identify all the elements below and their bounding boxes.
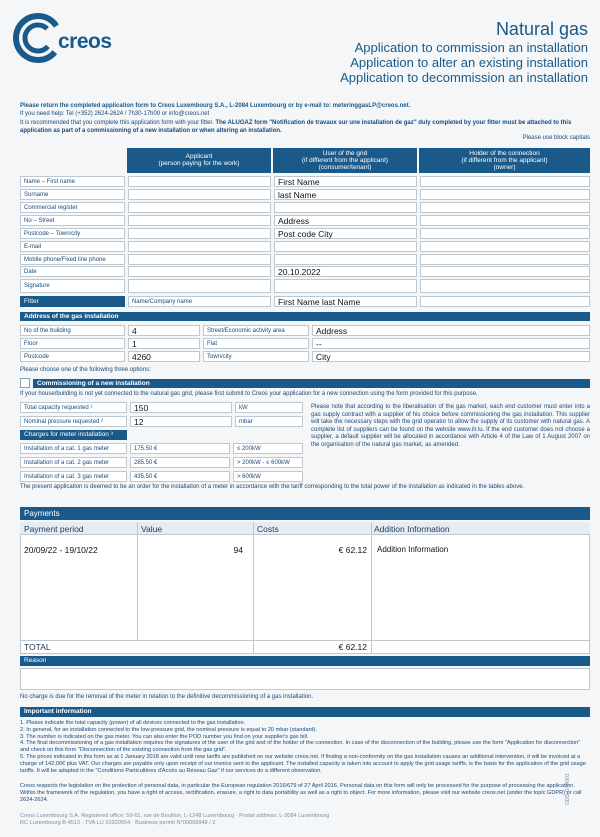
holder-field[interactable] (420, 279, 590, 293)
town-field[interactable]: City (312, 351, 590, 362)
user-field[interactable]: First Name (274, 176, 417, 187)
deemed-note: The present application is deemed to be an order for the installation of a meter in accordance with the tariff corresponding to the total power of the installation as indicated in the tables above. (20, 484, 525, 490)
recommend-bold: The ALUGAZ form "Notification de travaux sur une installation de gaz" duly completed by your fitter must be attached to this application as part of a commissioning of a new installation or when altering an installation. (20, 120, 572, 134)
floor-label: Floor (20, 338, 125, 349)
street-field[interactable]: Address (312, 325, 590, 336)
footer-line-1: Creos Luxembourg S.A. Registered office: 59-61, rue de Bouillon, L-1248 Luxembourg · Postal address: L-2084 Luxembourg (20, 813, 330, 819)
holder-field[interactable] (420, 254, 590, 265)
col-divider (137, 522, 138, 640)
flat-field[interactable]: -- (312, 338, 590, 349)
pressure-label: Nominal pressure requested ² (20, 416, 127, 427)
commissioning-checkbox[interactable] (20, 378, 30, 388)
building-label: No of the building (20, 325, 125, 336)
doc-code: GDD-GTR001 (565, 773, 571, 805)
title-line-2: Application to alter an existing installation (350, 55, 588, 70)
important-item: 1. Please indicate the total capacity (power) of all devices connected to the gas installation. (20, 720, 246, 726)
holder-field[interactable] (420, 202, 590, 213)
payments-header-row (20, 522, 590, 535)
charge-range: > 600kW (233, 471, 303, 482)
total-label: TOTAL (24, 642, 51, 652)
payment-info: Addition Information (377, 545, 449, 554)
holder-field[interactable] (420, 176, 590, 187)
form-title (340, 18, 588, 85)
user-field[interactable]: Post code City (274, 228, 417, 239)
total-value: € 62.12 (338, 642, 367, 652)
charge-price: 175.50 € (130, 443, 230, 454)
party-row-label: Postcode – Town/city (20, 228, 125, 239)
applicant-field[interactable] (128, 215, 271, 226)
fitter-label: Fitter (20, 296, 125, 307)
supplier-note: Please note that according to the liberalisation of the gas market, each end customer must enter into a gas supply contract with a supplier of his choice before commissioning the gas installation. This supplier will take the necessary steps with the grid operator to allow the supply of its customer with natural gas. A complete list of suppliers can be found on the website www.ilr.lu. If the end customer does not choose a supplier, a default supplier will be allocated in accordance with Article 4 of the Law of 1 August 2007 on the organisation of the natural gas market, as amended. (311, 404, 590, 448)
fitter-name-label: Name/Company name (128, 296, 271, 307)
charge-label: Installation of a cat. 2 gas meter (20, 457, 127, 468)
choose-option: Please choose one of the following three options: (20, 367, 151, 373)
costs-header: Costs (257, 524, 279, 534)
commissioning-title: Commissioning of a new installation (33, 379, 590, 388)
payment-value: 94 (233, 545, 243, 555)
applicant-field[interactable] (128, 202, 271, 213)
header-applicant (127, 148, 271, 173)
charge-range: > 200kW - ≤ 600kW (233, 457, 303, 468)
gas-address-title: Address of the gas installation (20, 312, 590, 321)
flat-label: Flat (203, 338, 309, 349)
footer (20, 813, 540, 827)
payment-period-value: 20/09/22 - 19/10/22 (24, 545, 98, 555)
important-item: 4. The final decommissioning of a gas installation requires the signatures of the user of the grid and of the holder of the connection. In case of the disconnection of the building, please use the form "Application for disconnection" and check on this form "Disconnection of the existing connection from the gas grid". (20, 740, 581, 754)
holder-field[interactable] (420, 228, 590, 239)
fitter-name-field[interactable]: First Name last Name (274, 296, 417, 307)
capacity-label: Total capacity requested ¹ (20, 402, 127, 413)
user-field[interactable]: 20.10.2022 (274, 266, 417, 277)
reason-label: Reason (20, 656, 590, 666)
col-divider (371, 522, 372, 654)
applicant-field[interactable] (128, 228, 271, 239)
pressure-field[interactable]: 12 (130, 416, 232, 427)
applicant-field[interactable] (128, 176, 271, 187)
col-divider (253, 522, 254, 654)
payments-title: Payments (20, 507, 590, 520)
footer-line-2: RC Luxembourg B 4513 · TVA LU 10320554 · Business permit N°00009948 / 2 (20, 819, 216, 826)
applicant-field[interactable] (128, 266, 271, 277)
party-row-label: No – Street (20, 215, 125, 226)
town-label: Town/city (203, 351, 309, 362)
title-main: Natural gas (495, 19, 588, 39)
applicant-sub: (person paying for the work) (158, 160, 240, 167)
payment-cost: € 62.12 (338, 545, 367, 555)
reason-field[interactable] (20, 668, 590, 690)
no-charge-note: No charge is due for the removal of the meter in relation to the definitive decommissioning of a gas installation. (20, 694, 314, 700)
value-header: Value (141, 524, 163, 534)
applicant-field[interactable] (128, 279, 271, 293)
user-sub2: (consumer/tenant) (318, 164, 372, 171)
street-label: Street/Economic activity area (203, 325, 309, 336)
applicant-label: Applicant (185, 153, 213, 160)
applicant-field[interactable] (128, 241, 271, 252)
user-field[interactable] (274, 202, 417, 213)
user-field[interactable] (274, 279, 417, 293)
holder-field[interactable] (420, 241, 590, 252)
capacity-field[interactable]: 150 (130, 402, 232, 413)
privacy-note: Creos respects the legislation on the protection of personal data, in particular the European regulation 2016/679 of 27 April 2016. Personal data on this form will only be processed for the purpose of processing the application. Within the framework of the regulation, you have a right of access, rectification, erasure, a right to data portability as well as a right to object. For more information, please visit our website creos.net (under the topic GDPR) or call 2624-2624. (20, 783, 582, 803)
charge-label: Installation of a cat. 3 gas meter (20, 471, 127, 482)
payment-period-header: Payment period (24, 524, 84, 534)
info-header: Addition Information (374, 524, 450, 534)
postcode-field[interactable]: 4260 (128, 351, 200, 362)
important-title: Important information (20, 707, 590, 717)
building-field[interactable]: 4 (128, 325, 200, 336)
holder-sub: (if different from the applicant) (461, 157, 548, 164)
party-row-label: Date (20, 266, 125, 277)
charge-range: ≤ 200kW (233, 443, 303, 454)
user-sub: (if different from the applicant) (301, 157, 389, 164)
important-item: 2. In general, for an installation connected to the low-pressure grid, the nominal pressure is equal to 20 mbar (standard). (20, 726, 317, 733)
payments-table (20, 522, 590, 654)
recommend-text: It is recommended that you complete this application form with your fitter. (20, 120, 214, 126)
return-instruction: Please return the completed application form to Creos Luxembourg S.A., L-2084 Luxembourg or by e-mail to: meteringgasLP@creos.net. (20, 103, 411, 109)
party-row-label: Name – First name (20, 176, 125, 187)
user-field[interactable]: last Name (274, 189, 417, 200)
holder-field[interactable] (420, 215, 590, 226)
applicant-field[interactable] (128, 254, 271, 265)
user-field[interactable] (274, 241, 417, 252)
header-holder (419, 148, 590, 173)
charge-price: 285.50 € (130, 457, 230, 468)
party-row-label: Mobile phone/Fixed line phone (20, 254, 125, 265)
applicant-field[interactable] (128, 189, 271, 200)
intro (20, 103, 590, 143)
holder-field[interactable] (420, 266, 590, 277)
postcode-label: Postcode (20, 351, 125, 362)
user-label: User of the grid (322, 150, 368, 157)
user-field[interactable] (274, 254, 417, 265)
user-field[interactable]: Address (274, 215, 417, 226)
header-user (273, 148, 417, 173)
capacity-unit: kW (235, 402, 303, 413)
block-capitals: Please use block capitals (522, 135, 590, 141)
holder-label: Holder of the connection (469, 150, 540, 157)
party-row-label: Commercial register (20, 202, 125, 213)
important-item: 3. The number is indicated on the gas meter. You can also enter the POD number you find on your supplier's gas bill. (20, 733, 309, 740)
charges-title: Charges for meter installation ³ (20, 430, 127, 440)
floor-field[interactable]: 1 (128, 338, 200, 349)
charge-price: 435.50 € (130, 471, 230, 482)
title-line-1: Application to commission an installation (354, 40, 588, 55)
fitter-extra-field[interactable] (420, 296, 590, 307)
important-item: 5. The prices indicated in this form as at 1 January 2018 are valid until new tariffs are published on our website creos.net. If finding a non-conformity on the gas installation causes an additional intervention, it will be invoiced at a charge of 142.00€ plus VAT. Our charges are payable only upon receipt of our invoice sent to the applicant. The installed capacity is taken into account to apply the grid usage tariffs, is the basis for the application of the grid usage tariffs. It will be adapted in the "Conditions Particulières d'Accès au Réseau Gaz" if our services do a different observation. (20, 753, 586, 774)
logo-text: creos (58, 30, 112, 53)
total-divider (20, 640, 590, 641)
holder-field[interactable] (420, 189, 590, 200)
important-list (20, 720, 590, 774)
title-line-3: Application to decommission an installation (340, 70, 588, 85)
pressure-unit: mbar (235, 416, 303, 427)
help-line: If you need help: Tel (+352) 2624-2624 / 7h30-17h00 or info@creos.net (20, 110, 210, 117)
party-row-label: Signature (20, 279, 125, 293)
holder-sub2: (owner) (493, 164, 516, 171)
charge-label: Installation of a cat. 1 gas meter (20, 443, 127, 454)
commissioning-text: If your house/building is not yet connected to the natural gas grid, please first submit to Creos your application for a new connection using the form provided for this purpose. (20, 391, 478, 397)
party-row-label: Surname (20, 189, 125, 200)
party-row-label: E-mail (20, 241, 125, 252)
